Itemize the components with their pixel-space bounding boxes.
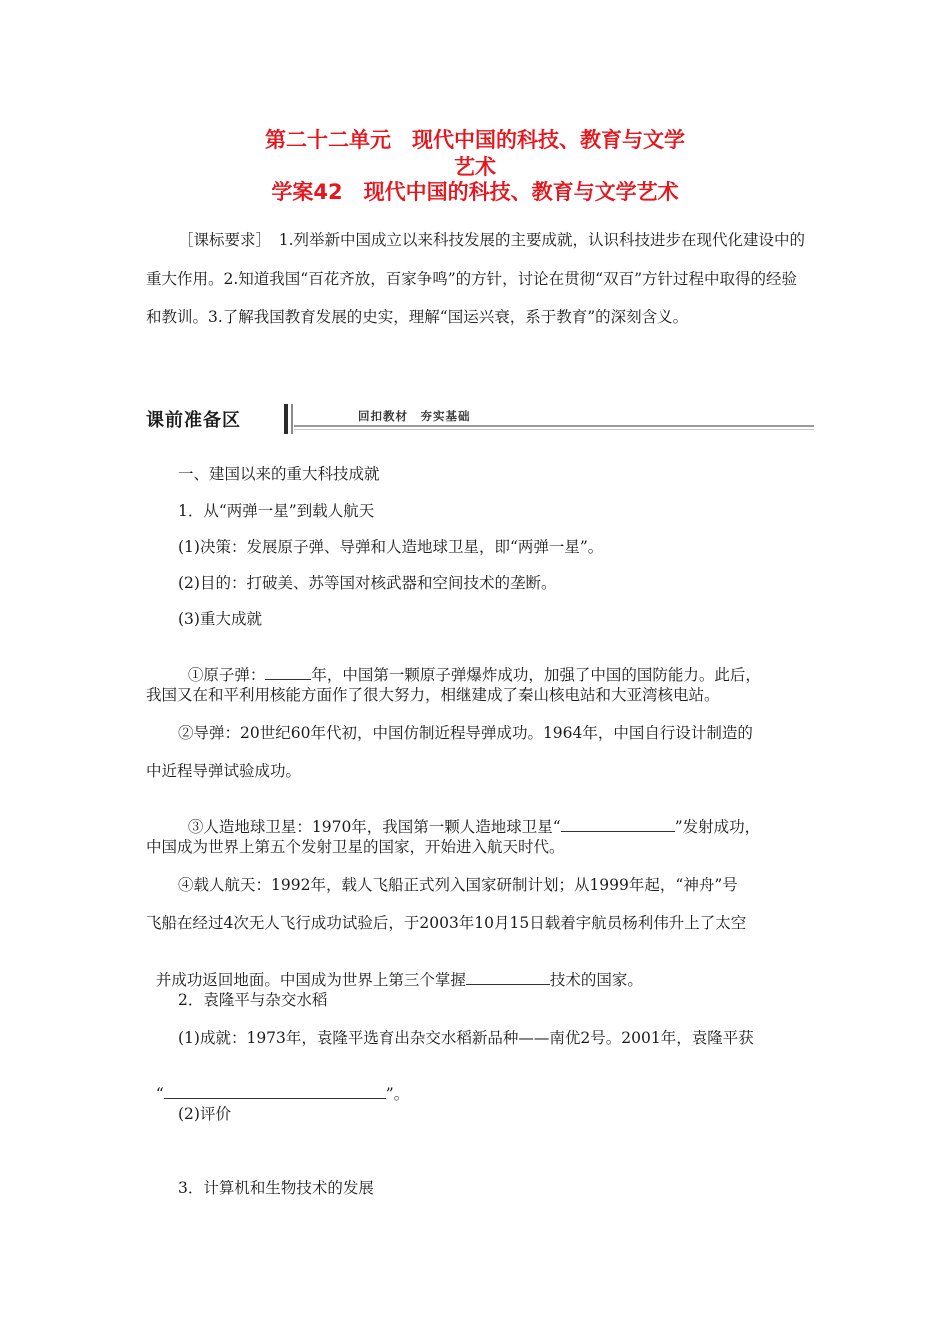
satellite-label: ③人造地球卫星：1970年，我国第一颗人造地球卫星“ [187,818,561,836]
banner-label: 课前准备区 [146,410,241,431]
rice-award-line [146,1064,409,1104]
item-heading-3: 3．计算机和生物技术的发展 [178,1179,374,1197]
item-heading-2: 2．袁隆平与杂交水稻 [178,991,328,1009]
banner-rule-thin [294,429,814,430]
satellite-line-2: 中国成为世界上第五个发射卫星的国家，开始进入航天时代。 [146,838,565,856]
banner-divider [284,404,288,434]
purpose-text: (2)目的：打破美、苏等国对核武器和空间技术的垄断。 [178,574,557,592]
unit-title: 第二十二单元 现代中国的科技、教育与文学 [265,128,685,152]
atom-bomb-line-2: 我国又在和平利用核能方面作了很大努力，相继建成了秦山核电站和大亚湾核电站。 [146,686,720,704]
satellite-name-blank[interactable] [561,817,675,832]
atom-bomb-line [178,645,761,685]
satellite-text: ”发射成功， [674,818,761,836]
atom-bomb-year-blank[interactable] [265,665,311,680]
missile-line: ②导弹：20世纪60年代初，中国仿制近程导弹成功。1964年，中国自行设计制造的 [178,724,753,742]
item-heading: 1．从“两弹一星”到载人航天 [178,502,375,520]
curriculum-requirements: ［课标要求］ 1.列举新中国成立以来科技发展的主要成就，认识科技进步在现代化建设中的重大作用。2.知道我国“百花齐放，百家争鸣”的方针，讨论在贯彻“双百”方针过程中取得的经验和教训。3.了解我国教育发展的史实，理解“国运兴衰，系于教育”的深刻含义。 [146,231,806,326]
banner-rule [294,425,814,427]
achievements-heading: (3)重大成就 [178,610,262,628]
spaceflight-line-3 [146,950,643,990]
section-heading: 一、建国以来的重大科技成就 [178,465,380,483]
decision-text: (1)决策：发展原子弹、导弹和人造地球卫星，即“两弹一星”。 [178,538,604,556]
satellite-line [178,797,760,837]
spaceflight-text-end: 技术的国家。 [549,971,643,989]
spaceflight-line: ④载人航天：1992年，载人飞船正式列入国家研制计划；从1999年起，“神舟”号 [178,876,738,894]
spaceflight-tech-blank[interactable] [466,970,550,985]
banner-subtitle: 回扣教材 夯实基础 [358,409,471,423]
rice-achievement-line: (1)成就：1973年，袁隆平选育出杂交水稻新品种——南优2号。2001年，袁隆平获 [178,1029,754,1047]
lesson-title: 学案42 现代中国的科技、教育与文学艺术 [271,180,679,204]
atom-bomb-label: ①原子弹： [187,666,266,684]
spaceflight-line-2: 飞船在经过4次无人飞行成功试验后，于2003年10月15日载着宇航员杨利伟升上了太空 [146,914,747,932]
rice-award-blank[interactable] [164,1084,386,1099]
banner-divider-thin [291,404,293,434]
unit-title-continued: 艺术 [454,155,496,179]
quote-close: ”。 [385,1085,410,1103]
spaceflight-text: 并成功返回地面。中国成为世界上第三个掌握 [155,971,466,989]
missile-line-2: 中近程导弹试验成功。 [146,762,302,780]
atom-bomb-text: 年，中国第一颗原子弹爆炸成功，加强了中国的国防能力。此后， [311,666,761,684]
quote-open: “ [155,1085,164,1103]
evaluation-heading: (2)评价 [178,1105,231,1123]
section-banner [146,404,814,434]
